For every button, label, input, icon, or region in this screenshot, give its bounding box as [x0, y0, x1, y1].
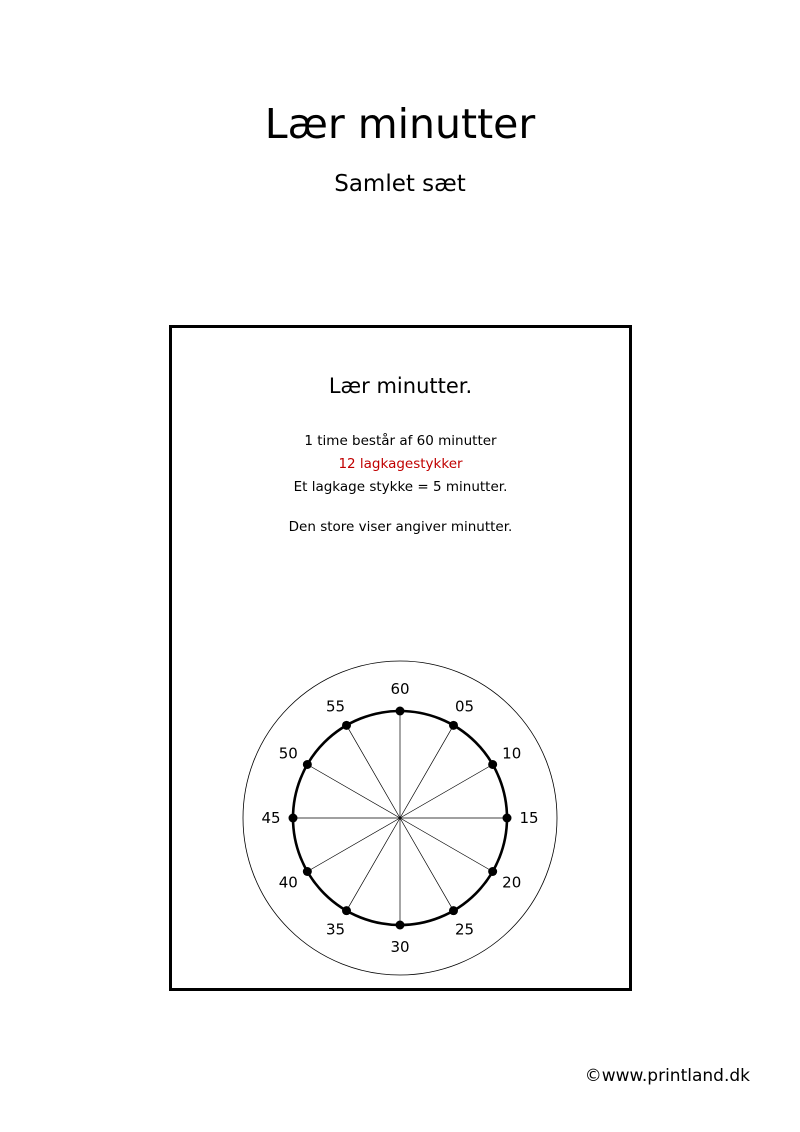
info-line-hour: 1 time består af 60 minutter [304, 433, 497, 449]
minute-label: 20 [502, 873, 522, 892]
minute-label: 30 [390, 938, 410, 956]
segment-line [400, 725, 454, 818]
minute-dot [488, 867, 497, 876]
segment-line [347, 725, 401, 818]
segment-line [307, 765, 400, 819]
minute-dot [396, 921, 405, 930]
page-subtitle: Samlet sæt [334, 171, 466, 197]
minute-dot [342, 906, 351, 915]
minute-label: 25 [454, 920, 475, 939]
minute-dot [396, 707, 405, 716]
minute-dot [342, 721, 351, 730]
segment-line [400, 818, 454, 911]
worksheet-card [169, 325, 632, 991]
minute-label: 35 [325, 920, 346, 939]
minute-dot [449, 721, 458, 730]
minute-label: 15 [519, 809, 539, 827]
minute-dot [289, 814, 298, 823]
minute-dot [303, 867, 312, 876]
card-title: Lær minutter. [328, 374, 473, 398]
segment-line [400, 765, 493, 819]
info-line-pieces: 12 lagkagestykker [338, 456, 463, 472]
minute-dot [488, 760, 497, 769]
minute-label: 40 [278, 873, 298, 892]
minute-label: 55 [325, 697, 346, 716]
segment-line [307, 818, 400, 872]
minute-dot [449, 906, 458, 915]
minute-dot [503, 814, 512, 823]
copyright-credit: ©www.printland.dk [584, 1066, 750, 1086]
info-line-minute-hand: Den store viser angiver minutter. [288, 519, 513, 535]
info-line-piece-value: Et lagkage stykke = 5 minutter. [293, 479, 508, 495]
minute-label: 50 [278, 744, 298, 763]
page-title: Lær minutter [264, 100, 536, 148]
minute-label: 45 [261, 809, 281, 827]
minute-label: 05 [454, 697, 475, 716]
segment-line [400, 818, 493, 872]
segment-line [347, 818, 401, 911]
minute-label: 60 [390, 680, 410, 698]
minute-dot [303, 760, 312, 769]
clock-diagram [172, 328, 629, 988]
minute-label: 10 [502, 744, 522, 763]
